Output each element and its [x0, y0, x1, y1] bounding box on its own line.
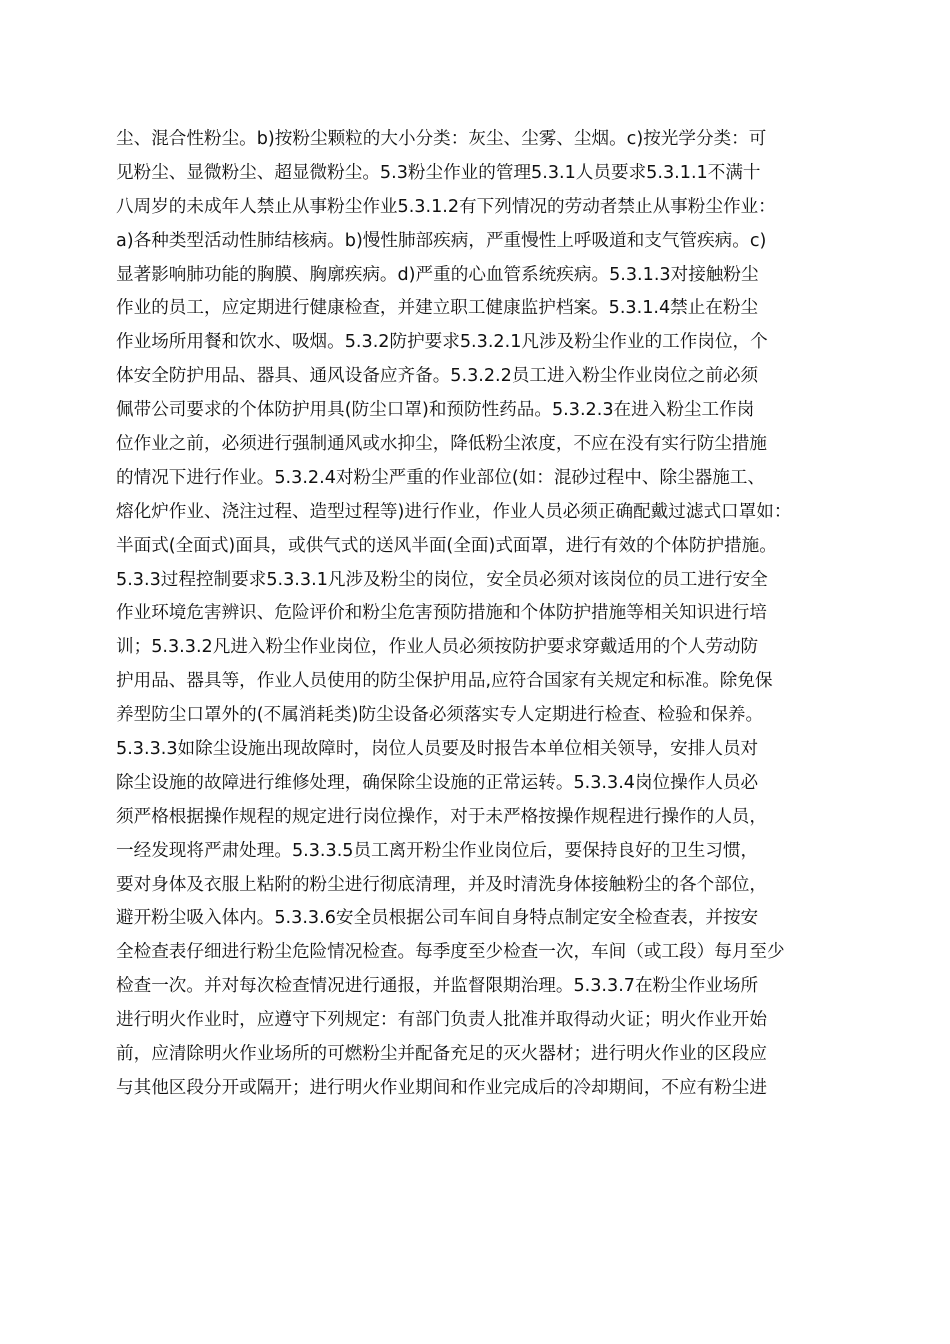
text-line: 检查一次。并对每次检查情况进行通报，并监督限期治理。5.3.3.7在粉尘作业场所 [116, 976, 759, 997]
text-line: 作业的员工，应定期进行健康检查，并建立职工健康监护档案。5.3.1.4禁止在粉尘 [116, 298, 759, 319]
text-line: 要对身体及衣服上粘附的粉尘进行彻底清理，并及时清洗身体接触粉尘的各个部位， [116, 874, 767, 895]
document-body [116, 123, 856, 1106]
text-line: 位作业之前，必须进行强制通风或水抑尘，降低粉尘浓度，不应在没有实行防尘措施 [116, 434, 767, 455]
text-line: 作业场所用餐和饮水、吸烟。5.3.2防护要求5.3.2.1凡涉及粉尘作业的工作岗位，个 [116, 332, 768, 353]
text-line: 佩带公司要求的个体防护用具(防尘口罩)和预防性药品。5.3.2.3在进入粉尘工作岗 [116, 400, 755, 421]
text-line: 5.3.3过程控制要求5.3.3.1凡涉及粉尘的岗位，安全员必须对该岗位的员工进行安全 [116, 569, 768, 590]
text-line: 半面式(全面式)面具，或供气式的送风半面(全面)式面罩，进行有效的个体防护措施。 [116, 535, 777, 556]
text-line: 进行明火作业时，应遵守下列规定：有部门负责人批准并取得动火证；明火作业开始 [116, 1010, 767, 1031]
text-line: 一经发现将严肃处理。5.3.3.5员工离开粉尘作业岗位后，要保持良好的卫生习惯， [116, 840, 759, 861]
text-line: 须严格根据操作规程的规定进行岗位操作，对于未严格按操作规程进行操作的人员， [116, 806, 767, 827]
text-line: 与其他区段分开或隔开；进行明火作业期间和作业完成后的冷却期间，不应有粉尘进 [116, 1077, 767, 1098]
text-line: 前，应清除明火作业场所的可燃粉尘并配备充足的灭火器材；进行明火作业的区段应 [116, 1044, 767, 1065]
text-line: 的情况下进行作业。5.3.2.4对粉尘严重的作业部位(如：混砂过程中、除尘器施工、 [116, 467, 766, 488]
text-line: 全检查表仔细进行粉尘危险情况检查。每季度至少检查一次，车间（或工段）每月至少 [116, 942, 785, 963]
text-line: 护用品、器具等，作业人员使用的防尘保护用品,应符合国家有关规定和标准。除免保 [116, 671, 773, 692]
text-line: 训；5.3.3.2凡进入粉尘作业岗位，作业人员必须按防护要求穿戴适用的个人劳动防 [116, 637, 759, 658]
text-line: 熔化炉作业、浇注过程、造型过程等)进行作业，作业人员必须正确配戴过滤式口罩如： [116, 501, 792, 522]
text-line: 八周岁的未成年人禁止从事粉尘作业5.3.1.2有下列情况的劳动者禁止从事粉尘作业： [116, 196, 776, 217]
text-line: 显著影响肺功能的胸膜、胸廓疾病。d)严重的心血管系统疾病。5.3.1.3对接触粉尘 [116, 264, 759, 285]
text-line: 除尘设施的故障进行维修处理，确保除尘设施的正常运转。5.3.3.4岗位操作人员必 [116, 772, 759, 793]
text-line: 见粉尘、显微粉尘、超显微粉尘。5.3粉尘作业的管理5.3.1人员要求5.3.1.1不满十 [116, 162, 761, 183]
text-line: 作业环境危害辨识、危险评价和粉尘危害预防措施和个体防护措施等相关知识进行培 [116, 603, 767, 624]
text-line: 养型防尘口罩外的(不属消耗类)防尘设备必须落实专人定期进行检查、检验和保养。 [116, 705, 764, 726]
text-line: 尘、混合性粉尘。b)按粉尘颗粒的大小分类：灰尘、尘雾、尘烟。c)按光学分类：可 [116, 129, 767, 149]
text-line: a)各种类型活动性肺结核病。b)慢性肺部疾病，严重慢性上呼吸道和支气管疾病。c) [116, 230, 767, 251]
text-line: 避开粉尘吸入体内。5.3.3.6安全员根据公司车间自身特点制定安全检查表，并按安 [116, 908, 759, 929]
text-line: 体安全防护用品、器具、通风设备应齐备。5.3.2.2员工进入粉尘作业岗位之前必须 [116, 366, 759, 387]
text-line: 5.3.3.3如除尘设施出现故障时，岗位人员要及时报告本单位相关领导，安排人员对 [116, 739, 759, 760]
